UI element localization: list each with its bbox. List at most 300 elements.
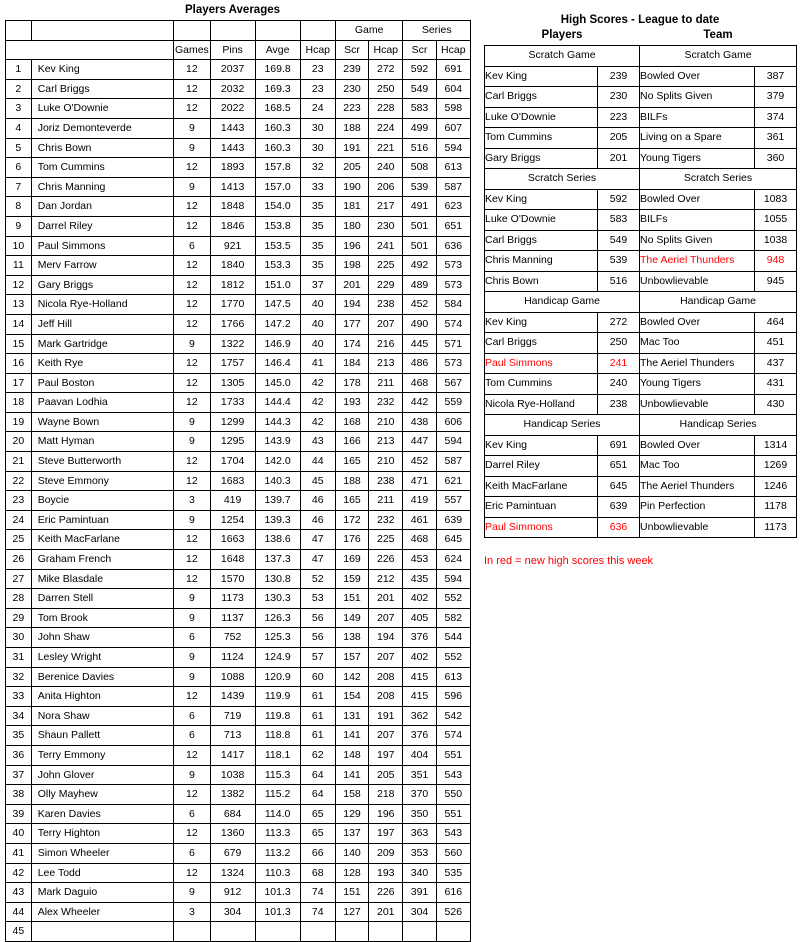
series-handicap-value: 594 bbox=[436, 432, 470, 452]
average-value: 130.3 bbox=[255, 589, 300, 609]
average-value: 147.5 bbox=[255, 295, 300, 315]
high-score-team-score: 1269 bbox=[755, 456, 797, 477]
game-scratch-value: 157 bbox=[335, 648, 368, 668]
series-scratch-value: 405 bbox=[403, 608, 436, 628]
high-score-player-name: Luke O'Downie bbox=[485, 107, 598, 128]
handicap-value: 46 bbox=[300, 510, 335, 530]
high-scores-row bbox=[485, 312, 797, 333]
pins-value: 1840 bbox=[210, 256, 255, 276]
table-row bbox=[6, 785, 471, 805]
team-column-heading: Team bbox=[703, 29, 733, 41]
games-value: 12 bbox=[174, 158, 210, 178]
handicap-value: 35 bbox=[300, 197, 335, 217]
game-handicap-value: 232 bbox=[369, 393, 403, 413]
series-scratch-value: 438 bbox=[403, 412, 436, 432]
pins-value: 912 bbox=[210, 883, 255, 903]
player-rank: 27 bbox=[6, 569, 32, 589]
player-name: Olly Mayhew bbox=[31, 785, 173, 805]
high-scores-panel bbox=[484, 14, 796, 567]
series-scratch-value: 376 bbox=[403, 628, 436, 648]
table-row bbox=[6, 275, 471, 295]
series-scratch-value: 490 bbox=[403, 314, 436, 334]
games-value: 12 bbox=[174, 354, 210, 374]
handicap-value bbox=[300, 922, 335, 942]
high-score-player-name: Chris Bown bbox=[485, 271, 598, 292]
game-scratch-value: 181 bbox=[335, 197, 368, 217]
high-score-team-name: Bowled Over bbox=[640, 189, 755, 210]
average-value: 168.5 bbox=[255, 99, 300, 119]
games-value: 12 bbox=[174, 471, 210, 491]
pins-value: 1770 bbox=[210, 295, 255, 315]
player-rank: 15 bbox=[6, 334, 32, 354]
player-rank: 21 bbox=[6, 452, 32, 472]
series-scratch-value: 508 bbox=[403, 158, 436, 178]
high-score-player-name: Tom Cummins bbox=[485, 374, 598, 395]
game-scratch-value: 205 bbox=[335, 158, 368, 178]
player-name: Jeff Hill bbox=[31, 314, 173, 334]
high-score-team-score: 1246 bbox=[755, 476, 797, 497]
high-scores-row bbox=[485, 210, 797, 231]
player-name: Paavan Lodhia bbox=[31, 393, 173, 413]
high-scores-row bbox=[485, 251, 797, 272]
game-handicap-value: 226 bbox=[369, 883, 403, 903]
high-scores-section-header bbox=[485, 415, 797, 436]
games-value: 12 bbox=[174, 530, 210, 550]
series-handicap-value: 587 bbox=[436, 452, 470, 472]
game-scratch-value: 137 bbox=[335, 824, 368, 844]
game-handicap-value: 238 bbox=[369, 295, 403, 315]
high-score-player-score: 223 bbox=[598, 107, 640, 128]
handicap-value: 61 bbox=[300, 726, 335, 746]
handicap-value: 56 bbox=[300, 628, 335, 648]
average-value: 118.1 bbox=[255, 745, 300, 765]
high-score-player-name: Keith MacFarlane bbox=[485, 476, 598, 497]
game-scratch-value: 165 bbox=[335, 452, 368, 472]
column-header-row bbox=[6, 40, 471, 60]
series-scratch-value: 468 bbox=[403, 373, 436, 393]
games-value: 9 bbox=[174, 667, 210, 687]
high-score-player-name: Luke O'Downie bbox=[485, 210, 598, 231]
high-score-player-score: 238 bbox=[598, 394, 640, 415]
series-handicap-value: 574 bbox=[436, 726, 470, 746]
high-scores-row bbox=[485, 497, 797, 518]
handicap-value: 45 bbox=[300, 471, 335, 491]
high-score-player-score: 201 bbox=[598, 148, 640, 169]
high-score-player-name: Carl Briggs bbox=[485, 87, 598, 108]
pins-value: 2022 bbox=[210, 99, 255, 119]
game-handicap-value: 194 bbox=[369, 628, 403, 648]
player-name: Wayne Bown bbox=[31, 412, 173, 432]
blank-hcap-head bbox=[300, 21, 335, 41]
series-handicap-value: 550 bbox=[436, 785, 470, 805]
series-scratch-value: 435 bbox=[403, 569, 436, 589]
handicap-value: 23 bbox=[300, 79, 335, 99]
series-scratch-value: 402 bbox=[403, 648, 436, 668]
game-handicap-value: 213 bbox=[369, 354, 403, 374]
high-score-player-name: Paul Simmons bbox=[485, 517, 598, 538]
player-rank: 31 bbox=[6, 648, 32, 668]
player-name: Luke O'Downie bbox=[31, 99, 173, 119]
table-row bbox=[6, 373, 471, 393]
player-rank: 24 bbox=[6, 510, 32, 530]
games-value: 12 bbox=[174, 863, 210, 883]
table-row bbox=[6, 608, 471, 628]
series-handicap-value: 551 bbox=[436, 745, 470, 765]
average-value: 146.9 bbox=[255, 334, 300, 354]
high-scores-row bbox=[485, 333, 797, 354]
player-rank: 16 bbox=[6, 354, 32, 374]
series-handicap-value: 542 bbox=[436, 706, 470, 726]
high-score-team-score: 374 bbox=[755, 107, 797, 128]
player-rank: 41 bbox=[6, 843, 32, 863]
game-scratch-value: 159 bbox=[335, 569, 368, 589]
games-value: 9 bbox=[174, 118, 210, 138]
players-averages-table bbox=[5, 20, 471, 942]
player-name: Tom Brook bbox=[31, 608, 173, 628]
player-rank: 43 bbox=[6, 883, 32, 903]
high-score-team-score: 430 bbox=[755, 394, 797, 415]
table-row bbox=[6, 883, 471, 903]
game-handicap-value: 207 bbox=[369, 726, 403, 746]
high-score-team-score: 1083 bbox=[755, 189, 797, 210]
game-handicap-value: 211 bbox=[369, 491, 403, 511]
high-score-team-score: 1173 bbox=[755, 517, 797, 538]
handicap-value: 35 bbox=[300, 236, 335, 256]
pins-value: 2037 bbox=[210, 60, 255, 80]
high-score-team-score: 451 bbox=[755, 333, 797, 354]
games-value: 9 bbox=[174, 177, 210, 197]
series-scratch-value: 370 bbox=[403, 785, 436, 805]
game-scratch-value: 230 bbox=[335, 79, 368, 99]
game-handicap-value: 197 bbox=[369, 824, 403, 844]
series-handicap-value: 651 bbox=[436, 216, 470, 236]
player-rank: 12 bbox=[6, 275, 32, 295]
player-name: Terry Emmony bbox=[31, 745, 173, 765]
game-handicap-value: 209 bbox=[369, 843, 403, 863]
high-score-player-score: 516 bbox=[598, 271, 640, 292]
series-scratch-value: 468 bbox=[403, 530, 436, 550]
handicap-value: 32 bbox=[300, 158, 335, 178]
high-score-player-score: 639 bbox=[598, 497, 640, 518]
high-score-team-score: 948 bbox=[755, 251, 797, 272]
pins-value: 1757 bbox=[210, 354, 255, 374]
high-scores-row bbox=[485, 394, 797, 415]
average-value: 169.3 bbox=[255, 79, 300, 99]
handicap-value: 41 bbox=[300, 354, 335, 374]
average-value: 113.3 bbox=[255, 824, 300, 844]
high-score-team-name: Unbowlievable bbox=[640, 271, 755, 292]
pins-value: 304 bbox=[210, 902, 255, 922]
handicap-value: 60 bbox=[300, 667, 335, 687]
game-handicap-value: 207 bbox=[369, 608, 403, 628]
high-scores-row bbox=[485, 148, 797, 169]
games-value bbox=[174, 922, 210, 942]
games-value: 12 bbox=[174, 314, 210, 334]
high-scores-row bbox=[485, 189, 797, 210]
game-handicap-value: 238 bbox=[369, 471, 403, 491]
high-scores-section-header bbox=[485, 46, 797, 67]
table-row bbox=[6, 99, 471, 119]
games-value: 12 bbox=[174, 785, 210, 805]
average-value: 101.3 bbox=[255, 902, 300, 922]
table-row bbox=[6, 236, 471, 256]
high-score-team-name: Mac Too bbox=[640, 456, 755, 477]
table-row bbox=[6, 177, 471, 197]
games-value: 9 bbox=[174, 432, 210, 452]
table-row bbox=[6, 628, 471, 648]
handicap-value: 62 bbox=[300, 745, 335, 765]
player-name: Steve Butterworth bbox=[31, 452, 173, 472]
pins-value: 1124 bbox=[210, 648, 255, 668]
table-row bbox=[6, 922, 471, 942]
high-score-team-name: The Aeriel Thunders bbox=[640, 353, 755, 374]
table-row bbox=[6, 60, 471, 80]
series-scratch-value: 501 bbox=[403, 236, 436, 256]
name-head bbox=[31, 40, 173, 60]
series-handicap-value: 613 bbox=[436, 667, 470, 687]
series-handicap-value: 691 bbox=[436, 60, 470, 80]
table-row bbox=[6, 726, 471, 746]
game-scratch-value: 196 bbox=[335, 236, 368, 256]
player-name: John Glover bbox=[31, 765, 173, 785]
pins-value: 1846 bbox=[210, 216, 255, 236]
player-rank: 10 bbox=[6, 236, 32, 256]
pins-value: 1038 bbox=[210, 765, 255, 785]
player-rank: 44 bbox=[6, 902, 32, 922]
pins-value: 1848 bbox=[210, 197, 255, 217]
player-name: Mark Gartridge bbox=[31, 334, 173, 354]
player-rank: 33 bbox=[6, 687, 32, 707]
player-rank: 34 bbox=[6, 706, 32, 726]
high-score-player-name: Chris Manning bbox=[485, 251, 598, 272]
series-scratch-value bbox=[403, 922, 436, 942]
high-score-player-name: Kev King bbox=[485, 189, 598, 210]
section-heading-players: Handicap Game bbox=[485, 292, 640, 313]
average-value: 137.3 bbox=[255, 550, 300, 570]
table-row bbox=[6, 510, 471, 530]
blank-avge-head bbox=[255, 21, 300, 41]
player-rank: 37 bbox=[6, 765, 32, 785]
series-handicap-value: 594 bbox=[436, 138, 470, 158]
player-rank: 17 bbox=[6, 373, 32, 393]
series-scratch-value: 404 bbox=[403, 745, 436, 765]
game-scratch-value: 193 bbox=[335, 393, 368, 413]
games-value: 6 bbox=[174, 804, 210, 824]
player-name: Chris Manning bbox=[31, 177, 173, 197]
player-rank: 22 bbox=[6, 471, 32, 491]
series-handicap-value: 551 bbox=[436, 804, 470, 824]
player-name: Keith MacFarlane bbox=[31, 530, 173, 550]
table-row bbox=[6, 158, 471, 178]
pins-value: 419 bbox=[210, 491, 255, 511]
high-score-team-name: The Aeriel Thunders bbox=[640, 476, 755, 497]
handicap-value: 42 bbox=[300, 393, 335, 413]
table-row bbox=[6, 765, 471, 785]
series-handicap-value: 559 bbox=[436, 393, 470, 413]
average-value: 143.9 bbox=[255, 432, 300, 452]
series-handicap-value: 552 bbox=[436, 589, 470, 609]
player-name: Graham French bbox=[31, 550, 173, 570]
series-handicap-value: 624 bbox=[436, 550, 470, 570]
handicap-value: 53 bbox=[300, 589, 335, 609]
pins-value: 1324 bbox=[210, 863, 255, 883]
games-value: 9 bbox=[174, 412, 210, 432]
high-score-team-score: 437 bbox=[755, 353, 797, 374]
player-name: Anita Highton bbox=[31, 687, 173, 707]
game-scratch-value: 154 bbox=[335, 687, 368, 707]
section-heading-team: Scratch Game bbox=[640, 46, 797, 67]
high-score-team-score: 387 bbox=[755, 66, 797, 87]
section-heading-players: Scratch Series bbox=[485, 169, 640, 190]
games-value: 12 bbox=[174, 569, 210, 589]
series-handicap-value: 552 bbox=[436, 648, 470, 668]
games-value: 3 bbox=[174, 902, 210, 922]
high-score-team-name: Unbowlievable bbox=[640, 517, 755, 538]
game-handicap-value: 205 bbox=[369, 765, 403, 785]
game-handicap-value: 210 bbox=[369, 452, 403, 472]
table-row bbox=[6, 902, 471, 922]
game-scratch-value: 176 bbox=[335, 530, 368, 550]
table-row bbox=[6, 354, 471, 374]
group-header-series: Series bbox=[403, 21, 471, 41]
game-handicap-value: 207 bbox=[369, 648, 403, 668]
average-value: 130.8 bbox=[255, 569, 300, 589]
player-rank: 1 bbox=[6, 60, 32, 80]
game-handicap-value: 228 bbox=[369, 99, 403, 119]
series-scratch-value: 516 bbox=[403, 138, 436, 158]
high-score-team-name: Bowled Over bbox=[640, 435, 755, 456]
series-handicap-value: 607 bbox=[436, 118, 470, 138]
average-value: 169.8 bbox=[255, 60, 300, 80]
handicap-value: 65 bbox=[300, 824, 335, 844]
game-scratch-value: 148 bbox=[335, 745, 368, 765]
player-rank: 11 bbox=[6, 256, 32, 276]
series-scratch-value: 415 bbox=[403, 667, 436, 687]
player-rank: 4 bbox=[6, 118, 32, 138]
high-score-team-name: No Splits Given bbox=[640, 230, 755, 251]
player-rank: 39 bbox=[6, 804, 32, 824]
series-scratch-value: 492 bbox=[403, 256, 436, 276]
game-handicap-value: 201 bbox=[369, 589, 403, 609]
series-handicap-value: 573 bbox=[436, 354, 470, 374]
series-scratch-value: 362 bbox=[403, 706, 436, 726]
player-name: Darren Stell bbox=[31, 589, 173, 609]
game-scratch-value: 174 bbox=[335, 334, 368, 354]
average-value: 147.2 bbox=[255, 314, 300, 334]
series-handicap-value: 544 bbox=[436, 628, 470, 648]
game-handicap-value: 241 bbox=[369, 236, 403, 256]
player-name: Karen Davies bbox=[31, 804, 173, 824]
high-score-team-name: Mac Too bbox=[640, 333, 755, 354]
game-scratch-value: 239 bbox=[335, 60, 368, 80]
average-value: 153.8 bbox=[255, 216, 300, 236]
player-rank: 23 bbox=[6, 491, 32, 511]
series-scratch-value: 452 bbox=[403, 452, 436, 472]
game-scratch-value: 201 bbox=[335, 275, 368, 295]
high-score-player-score: 636 bbox=[598, 517, 640, 538]
high-score-player-score: 691 bbox=[598, 435, 640, 456]
average-value bbox=[255, 922, 300, 942]
game-handicap-value: 196 bbox=[369, 804, 403, 824]
blank-name-head bbox=[31, 21, 173, 41]
table-row bbox=[6, 432, 471, 452]
high-scores-row bbox=[485, 435, 797, 456]
pins-value: 1173 bbox=[210, 589, 255, 609]
high-score-player-score: 645 bbox=[598, 476, 640, 497]
table-row bbox=[6, 334, 471, 354]
player-rank: 42 bbox=[6, 863, 32, 883]
high-score-team-name: The Aeriel Thunders bbox=[640, 251, 755, 272]
player-name: Darrel Riley bbox=[31, 216, 173, 236]
average-value: 119.8 bbox=[255, 706, 300, 726]
game-handicap-value: 240 bbox=[369, 158, 403, 178]
high-scores-subheads bbox=[484, 29, 796, 45]
player-rank: 38 bbox=[6, 785, 32, 805]
series-scratch-value: 419 bbox=[403, 491, 436, 511]
average-value: 101.3 bbox=[255, 883, 300, 903]
high-score-player-score: 240 bbox=[598, 374, 640, 395]
pins-value: 1443 bbox=[210, 138, 255, 158]
series-scratch-value: 442 bbox=[403, 393, 436, 413]
table-row bbox=[6, 412, 471, 432]
player-name: Carl Briggs bbox=[31, 79, 173, 99]
games-value: 6 bbox=[174, 726, 210, 746]
game-scratch-value: 138 bbox=[335, 628, 368, 648]
game-scratch-value: 188 bbox=[335, 471, 368, 491]
player-name: Paul Boston bbox=[31, 373, 173, 393]
series-scratch-value: 499 bbox=[403, 118, 436, 138]
games-value: 6 bbox=[174, 706, 210, 726]
pins-value: 679 bbox=[210, 843, 255, 863]
average-value: 124.9 bbox=[255, 648, 300, 668]
average-value: 118.8 bbox=[255, 726, 300, 746]
table-row bbox=[6, 648, 471, 668]
table-row bbox=[6, 491, 471, 511]
high-score-player-score: 583 bbox=[598, 210, 640, 231]
player-rank: 6 bbox=[6, 158, 32, 178]
average-value: 140.3 bbox=[255, 471, 300, 491]
avge-head: Avge bbox=[255, 40, 300, 60]
game-handicap-value: 191 bbox=[369, 706, 403, 726]
series-handicap-value: 639 bbox=[436, 510, 470, 530]
table-row bbox=[6, 843, 471, 863]
game-handicap-value: 250 bbox=[369, 79, 403, 99]
player-rank: 18 bbox=[6, 393, 32, 413]
high-score-team-score: 361 bbox=[755, 128, 797, 149]
series-handicap-value: 582 bbox=[436, 608, 470, 628]
series-handicap-value: 584 bbox=[436, 295, 470, 315]
high-score-player-score: 651 bbox=[598, 456, 640, 477]
high-score-player-score: 230 bbox=[598, 87, 640, 108]
series-handicap-value: 543 bbox=[436, 824, 470, 844]
games-value: 12 bbox=[174, 687, 210, 707]
high-score-team-name: Unbowlievable bbox=[640, 394, 755, 415]
games-value: 9 bbox=[174, 765, 210, 785]
game-scratch-value: 127 bbox=[335, 902, 368, 922]
blank-pins-head bbox=[210, 21, 255, 41]
series-scratch-value: 539 bbox=[403, 177, 436, 197]
section-heading-team: Scratch Series bbox=[640, 169, 797, 190]
high-score-player-name: Tom Cummins bbox=[485, 128, 598, 149]
high-score-team-score: 1178 bbox=[755, 497, 797, 518]
player-rank: 9 bbox=[6, 216, 32, 236]
games-value: 9 bbox=[174, 510, 210, 530]
average-value: 144.4 bbox=[255, 393, 300, 413]
table-row bbox=[6, 530, 471, 550]
games-value: 12 bbox=[174, 550, 210, 570]
series-handicap-value: 616 bbox=[436, 883, 470, 903]
high-scores-row bbox=[485, 107, 797, 128]
